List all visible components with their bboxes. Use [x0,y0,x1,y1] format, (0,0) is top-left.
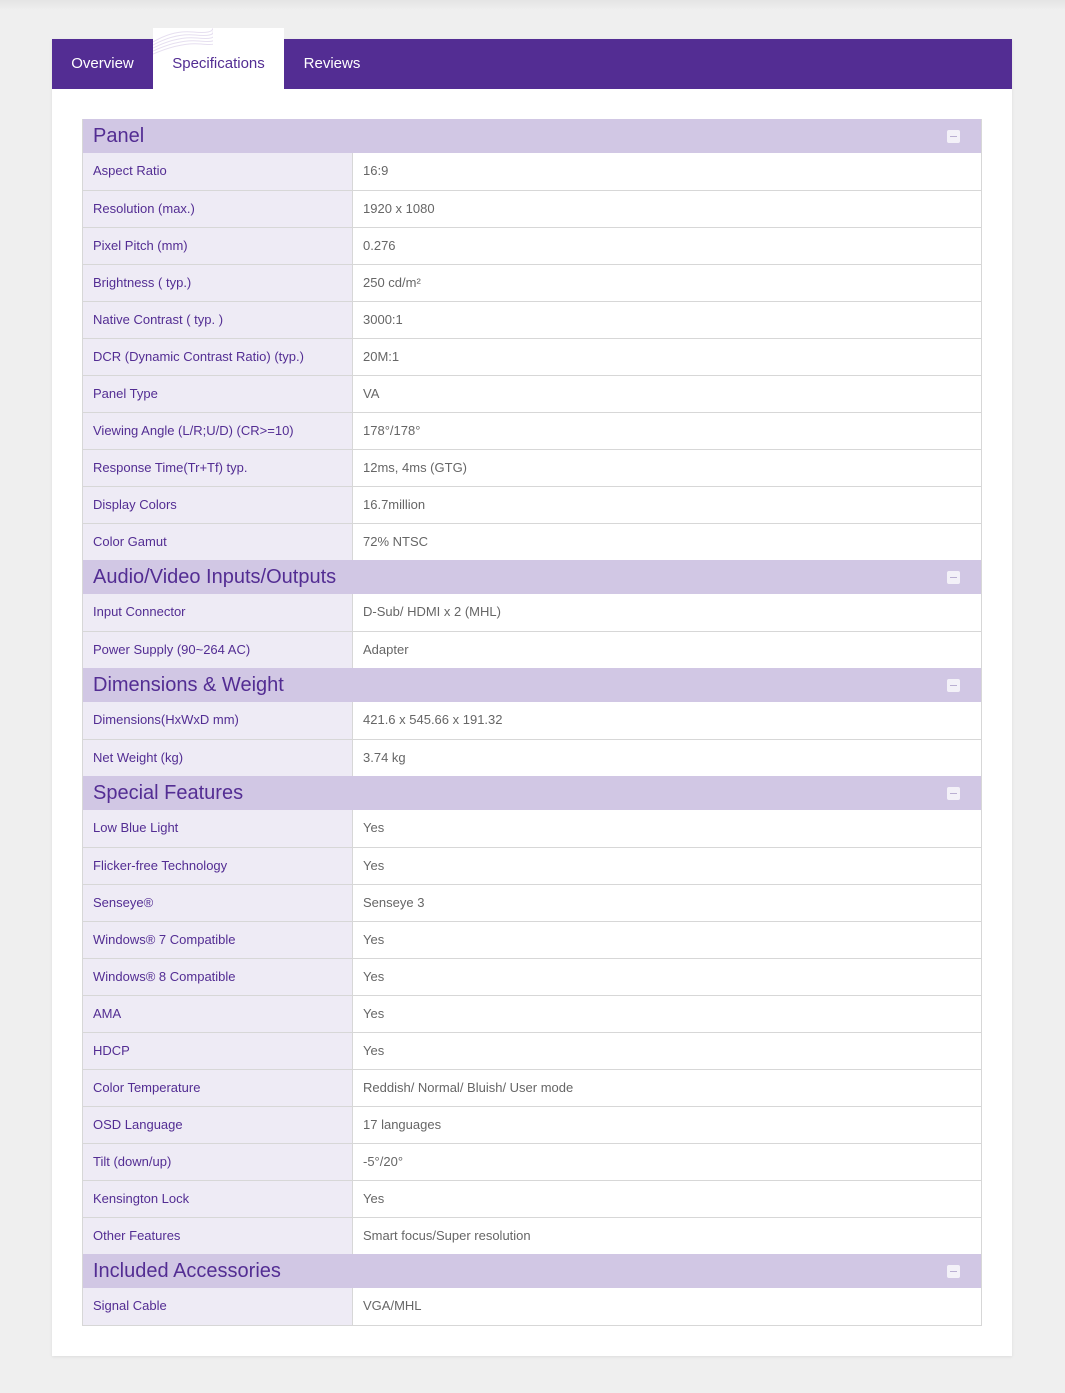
spec-label: Viewing Angle (L/R;U/D) (CR>=10) [83,413,353,449]
spec-value: Yes [353,810,981,847]
spec-value: 17 languages [353,1107,981,1143]
spec-value: Senseye 3 [353,885,981,921]
spec-row [83,594,981,631]
spec-row [83,1069,981,1106]
spec-label: Color Gamut [83,524,353,560]
spec-label: HDCP [83,1033,353,1069]
spec-value: Yes [353,1033,981,1069]
spec-row [83,995,981,1032]
spec-value: Yes [353,922,981,958]
spec-value: D-Sub/ HDMI x 2 (MHL) [353,594,981,631]
spec-value: 16.7million [353,487,981,523]
spec-row [83,523,981,560]
tab-bar [52,39,1012,89]
section-title: Included Accessories [93,1260,281,1282]
spec-label: Flicker-free Technology [83,848,353,884]
spec-label: Display Colors [83,487,353,523]
spec-row [83,486,981,523]
spec-label: OSD Language [83,1107,353,1143]
spec-row [83,631,981,668]
spec-row [83,375,981,412]
page-top-shade [0,0,1065,10]
tab-specifications[interactable] [153,28,284,89]
spec-row [83,227,981,264]
spec-label: AMA [83,996,353,1032]
spec-value: 12ms, 4ms (GTG) [353,450,981,486]
spec-row [83,153,981,190]
spec-row [83,810,981,847]
collapse-minus-icon[interactable] [947,787,960,800]
spec-row [83,884,981,921]
spec-value: Yes [353,848,981,884]
spec-value: Yes [353,959,981,995]
collapse-minus-icon[interactable] [947,1265,960,1278]
collapse-minus-icon[interactable] [947,571,960,584]
spec-value: 16:9 [353,153,981,190]
spec-row [83,1143,981,1180]
spec-row [83,190,981,227]
spec-label: Color Temperature [83,1070,353,1106]
tab-swoosh-decoration [153,28,213,56]
spec-row [83,338,981,375]
spec-label: Signal Cable [83,1288,353,1325]
spec-value: 3000:1 [353,302,981,338]
spec-label: Windows® 8 Compatible [83,959,353,995]
spec-label: Resolution (max.) [83,191,353,227]
spec-row [83,301,981,338]
spec-label: Other Features [83,1218,353,1254]
section-header[interactable] [83,668,981,702]
spec-row [83,847,981,884]
spec-value: 1920 x 1080 [353,191,981,227]
collapse-minus-icon[interactable] [947,130,960,143]
spec-row [83,1032,981,1069]
section-title: Audio/Video Inputs/Outputs [93,566,337,588]
spec-row [83,264,981,301]
spec-row [83,739,981,776]
spec-value: 250 cd/m² [353,265,981,301]
section-header[interactable] [83,1254,981,1288]
spec-label: Power Supply (90~264 AC) [83,632,353,668]
spec-label: Net Weight (kg) [83,740,353,776]
spec-row [83,412,981,449]
section-title: Dimensions & Weight [93,674,284,696]
section-header[interactable] [83,119,981,153]
spec-label: Aspect Ratio [83,153,353,190]
spec-row [83,1180,981,1217]
spec-value: Adapter [353,632,981,668]
section-title: Panel [93,125,145,147]
spec-value: 72% NTSC [353,524,981,560]
spec-label: Panel Type [83,376,353,412]
section-header[interactable] [83,560,981,594]
spec-label: Low Blue Light [83,810,353,847]
spec-label: Brightness ( typ.) [83,265,353,301]
spec-value: VGA/MHL [353,1288,981,1325]
spec-value: 3.74 kg [353,740,981,776]
section-header[interactable] [83,776,981,810]
tab-overview[interactable]: Overview [71,55,134,72]
spec-label: Native Contrast ( typ. ) [83,302,353,338]
spec-label: Input Connector [83,594,353,631]
spec-value: Smart focus/Super resolution [353,1218,981,1254]
spec-row [83,1106,981,1143]
spec-value: VA [353,376,981,412]
spec-label: Dimensions(HxWxD mm) [83,702,353,739]
spec-value: 20M:1 [353,339,981,375]
tab-specifications-label: Specifications [172,55,265,72]
spec-label: Tilt (down/up) [83,1144,353,1180]
spec-value: Yes [353,996,981,1032]
spec-row [83,702,981,739]
spec-row [83,1217,981,1254]
spec-label: DCR (Dynamic Contrast Ratio) (typ.) [83,339,353,375]
spec-label: Pixel Pitch (mm) [83,228,353,264]
spec-row [83,1288,981,1325]
section-title: Special Features [93,782,244,804]
spec-row [83,958,981,995]
spec-value: Reddish/ Normal/ Bluish/ User mode [353,1070,981,1106]
spec-value: 178°/178° [353,413,981,449]
spec-value: 421.6 x 545.66 x 191.32 [353,702,981,739]
product-tabs-card [52,39,1012,1356]
spec-label: Windows® 7 Compatible [83,922,353,958]
specifications-table [82,119,982,1326]
spec-label: Response Time(Tr+Tf) typ. [83,450,353,486]
spec-value: -5°/20° [353,1144,981,1180]
spec-value: 0.276 [353,228,981,264]
spec-label: Senseye® [83,885,353,921]
tab-reviews[interactable]: Reviews [303,55,361,72]
spec-label: Kensington Lock [83,1181,353,1217]
spec-row [83,449,981,486]
collapse-minus-icon[interactable] [947,679,960,692]
spec-value: Yes [353,1181,981,1217]
spec-row [83,921,981,958]
